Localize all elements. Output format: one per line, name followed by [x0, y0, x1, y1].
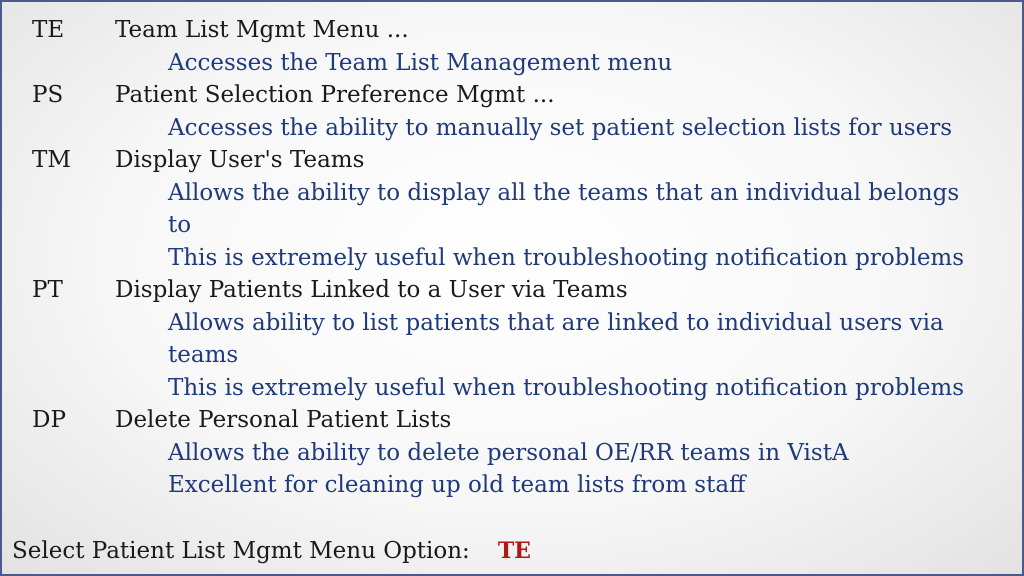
option-code: PT: [32, 277, 63, 303]
option-code: TM: [32, 147, 71, 173]
menu-option-list: [2, 14, 1002, 502]
menu-option-ps[interactable]: [2, 79, 1002, 144]
menu-option-te[interactable]: [2, 14, 1002, 79]
menu-option-tm[interactable]: [2, 144, 1002, 274]
menu-prompt[interactable]: [12, 534, 531, 568]
option-code: TE: [32, 17, 65, 43]
menu-option-dp[interactable]: [2, 404, 1002, 502]
option-code: PS: [32, 82, 64, 108]
option-description: Accesses the Team List Management menu: [168, 49, 673, 76]
option-description: Allows ability to list patients that are linked to individual users via: [168, 309, 944, 336]
option-name: Delete Personal Patient Lists: [115, 407, 452, 433]
option-description: This is extremely useful when troubleshooting notification problems: [168, 374, 965, 401]
menu-option-pt[interactable]: [2, 274, 1002, 404]
option-description: This is extremely useful when troubleshooting notification problems: [168, 244, 965, 271]
menu-option-row: [2, 404, 1002, 437]
option-description: Allows the ability to display all the teams that an individual belongs: [168, 179, 960, 206]
option-name: Display User's Teams: [115, 147, 365, 173]
option-name: Patient Selection Preference Mgmt ...: [115, 82, 555, 108]
menu-option-row: [2, 144, 1002, 177]
option-description: Excellent for cleaning up old team lists from staff: [168, 472, 746, 498]
option-code: DP: [32, 407, 66, 433]
prompt-label: Select Patient List Mgmt Menu Option:: [12, 538, 470, 564]
option-description: Allows the ability to delete personal OE/RR teams in VistA: [168, 439, 849, 466]
option-description: Accesses the ability to manually set patient selection lists for users: [168, 114, 952, 141]
prompt-input-value[interactable]: TE: [497, 538, 531, 564]
option-name: Display Patients Linked to a User via Teams: [115, 277, 628, 303]
menu-option-row: [2, 14, 1002, 47]
menu-option-row: [2, 79, 1002, 112]
menu-option-row: [2, 274, 1002, 307]
option-description: teams: [168, 342, 239, 368]
option-name: Team List Mgmt Menu ...: [115, 17, 409, 43]
option-description: to: [168, 212, 192, 238]
